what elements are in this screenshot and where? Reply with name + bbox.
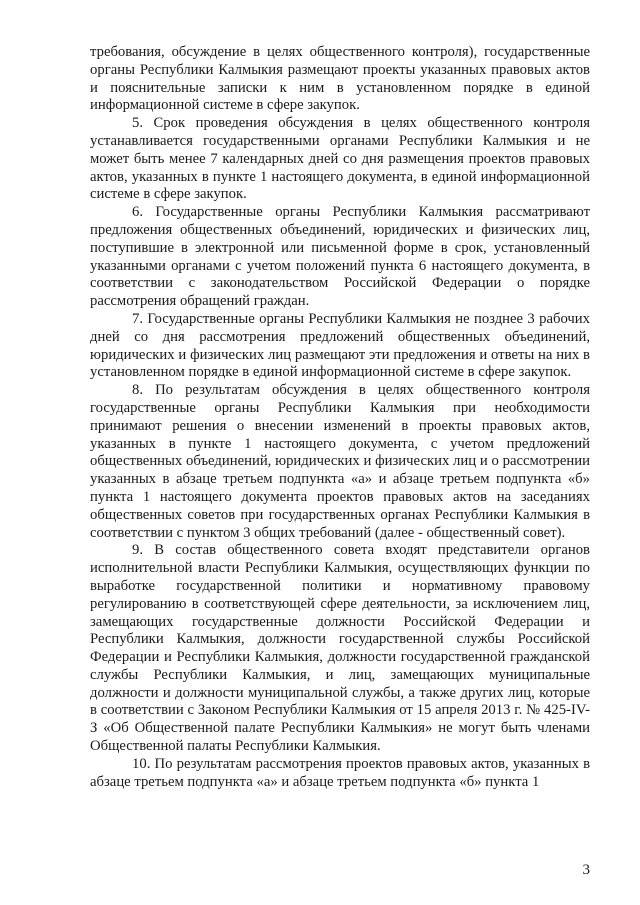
- paragraph-8: 8. По результатам обсуждения в целях общественного контроля государственные органы Республики Калмыкия при необходимости принимают решения о внесении изменений в проекты правовых актов, указанных в пункте 1 настоящего документа, с учетом предложений общественных объединений, юридических и физических лиц и о рассмотрении указанных в абзаце третьем подпункта «а» и абзаце третьем подпункта «б» пункта 1 настоящего документа проектов правовых актов на заседаниях общественных советов при государственных органах Республики Калмыкия в соответствии с пунктом 3 общих требований (далее - общественный совет).: [90, 382, 590, 541]
- paragraph-6: 6. Государственные органы Республики Калмыкия рассматривают предложения общественных объединений, юридических и физических лиц, поступившие в электронной или письменной форме в срок, установленный указанными органами с учетом положений пункта 6 настоящего документа, в соответствии с законодательством Российской Федерации о порядке рассмотрения обращений граждан.: [90, 204, 590, 310]
- paragraph-5: 5. Срок проведения обсуждения в целях общественного контроля устанавливается государственными органами Республики Калмыкия и не может быть менее 7 календарных дней со дня размещения проектов правовых актов, указанных в пункте 1 настоящего документа, в единой информационной системе в сфере закупок.: [90, 115, 590, 203]
- paragraph-10: 10. По результатам рассмотрения проектов правовых актов, указанных в абзаце третьем подпункта «а» и абзаце третьем подпункта «б» пункта 1: [90, 755, 590, 790]
- paragraph-7: 7. Государственные органы Республики Калмыкия не позднее 3 рабочих дней со дня рассмотрения предложений общественных объединений, юридических и физических лиц размещают эти предложения и ответы на них в установленном порядке в единой информационной системе в сфере закупок.: [90, 310, 590, 381]
- paragraph-continuation: требования, обсуждение в целях общественного контроля), государственные органы Республики Калмыкия размещают проекты указанных правовых актов и пояснительные записки к ним в установленном порядке в единой информационной системе в сфере закупок.: [90, 44, 590, 114]
- paragraph-9: 9. В состав общественного совета входят представители органов исполнительной власти Республики Калмыкия, осуществляющих функции по выработке государственной политики и нормативному правовому регулированию в соответствующей сфере деятельности, за исключением лиц, замещающих государственные должности Российской Федерации и Республики Калмыкия, должности государственной службы Российской Федерации и Республики Калмыкия, должности государственной гражданской службы Республики Калмыкия, и лиц, замещающих муниципальные должности и должности муниципальной службы, а также других лиц, которые в соответствии с Законом Республики Калмыкия от 15 апреля 2013 г. № 425-IV-З «Об Общественной палате Республики Калмыкия» не могут быть членами Общественной палаты Республики Калмыкия.: [90, 542, 590, 755]
- page-number: 3: [582, 862, 590, 878]
- document-body: [90, 44, 590, 791]
